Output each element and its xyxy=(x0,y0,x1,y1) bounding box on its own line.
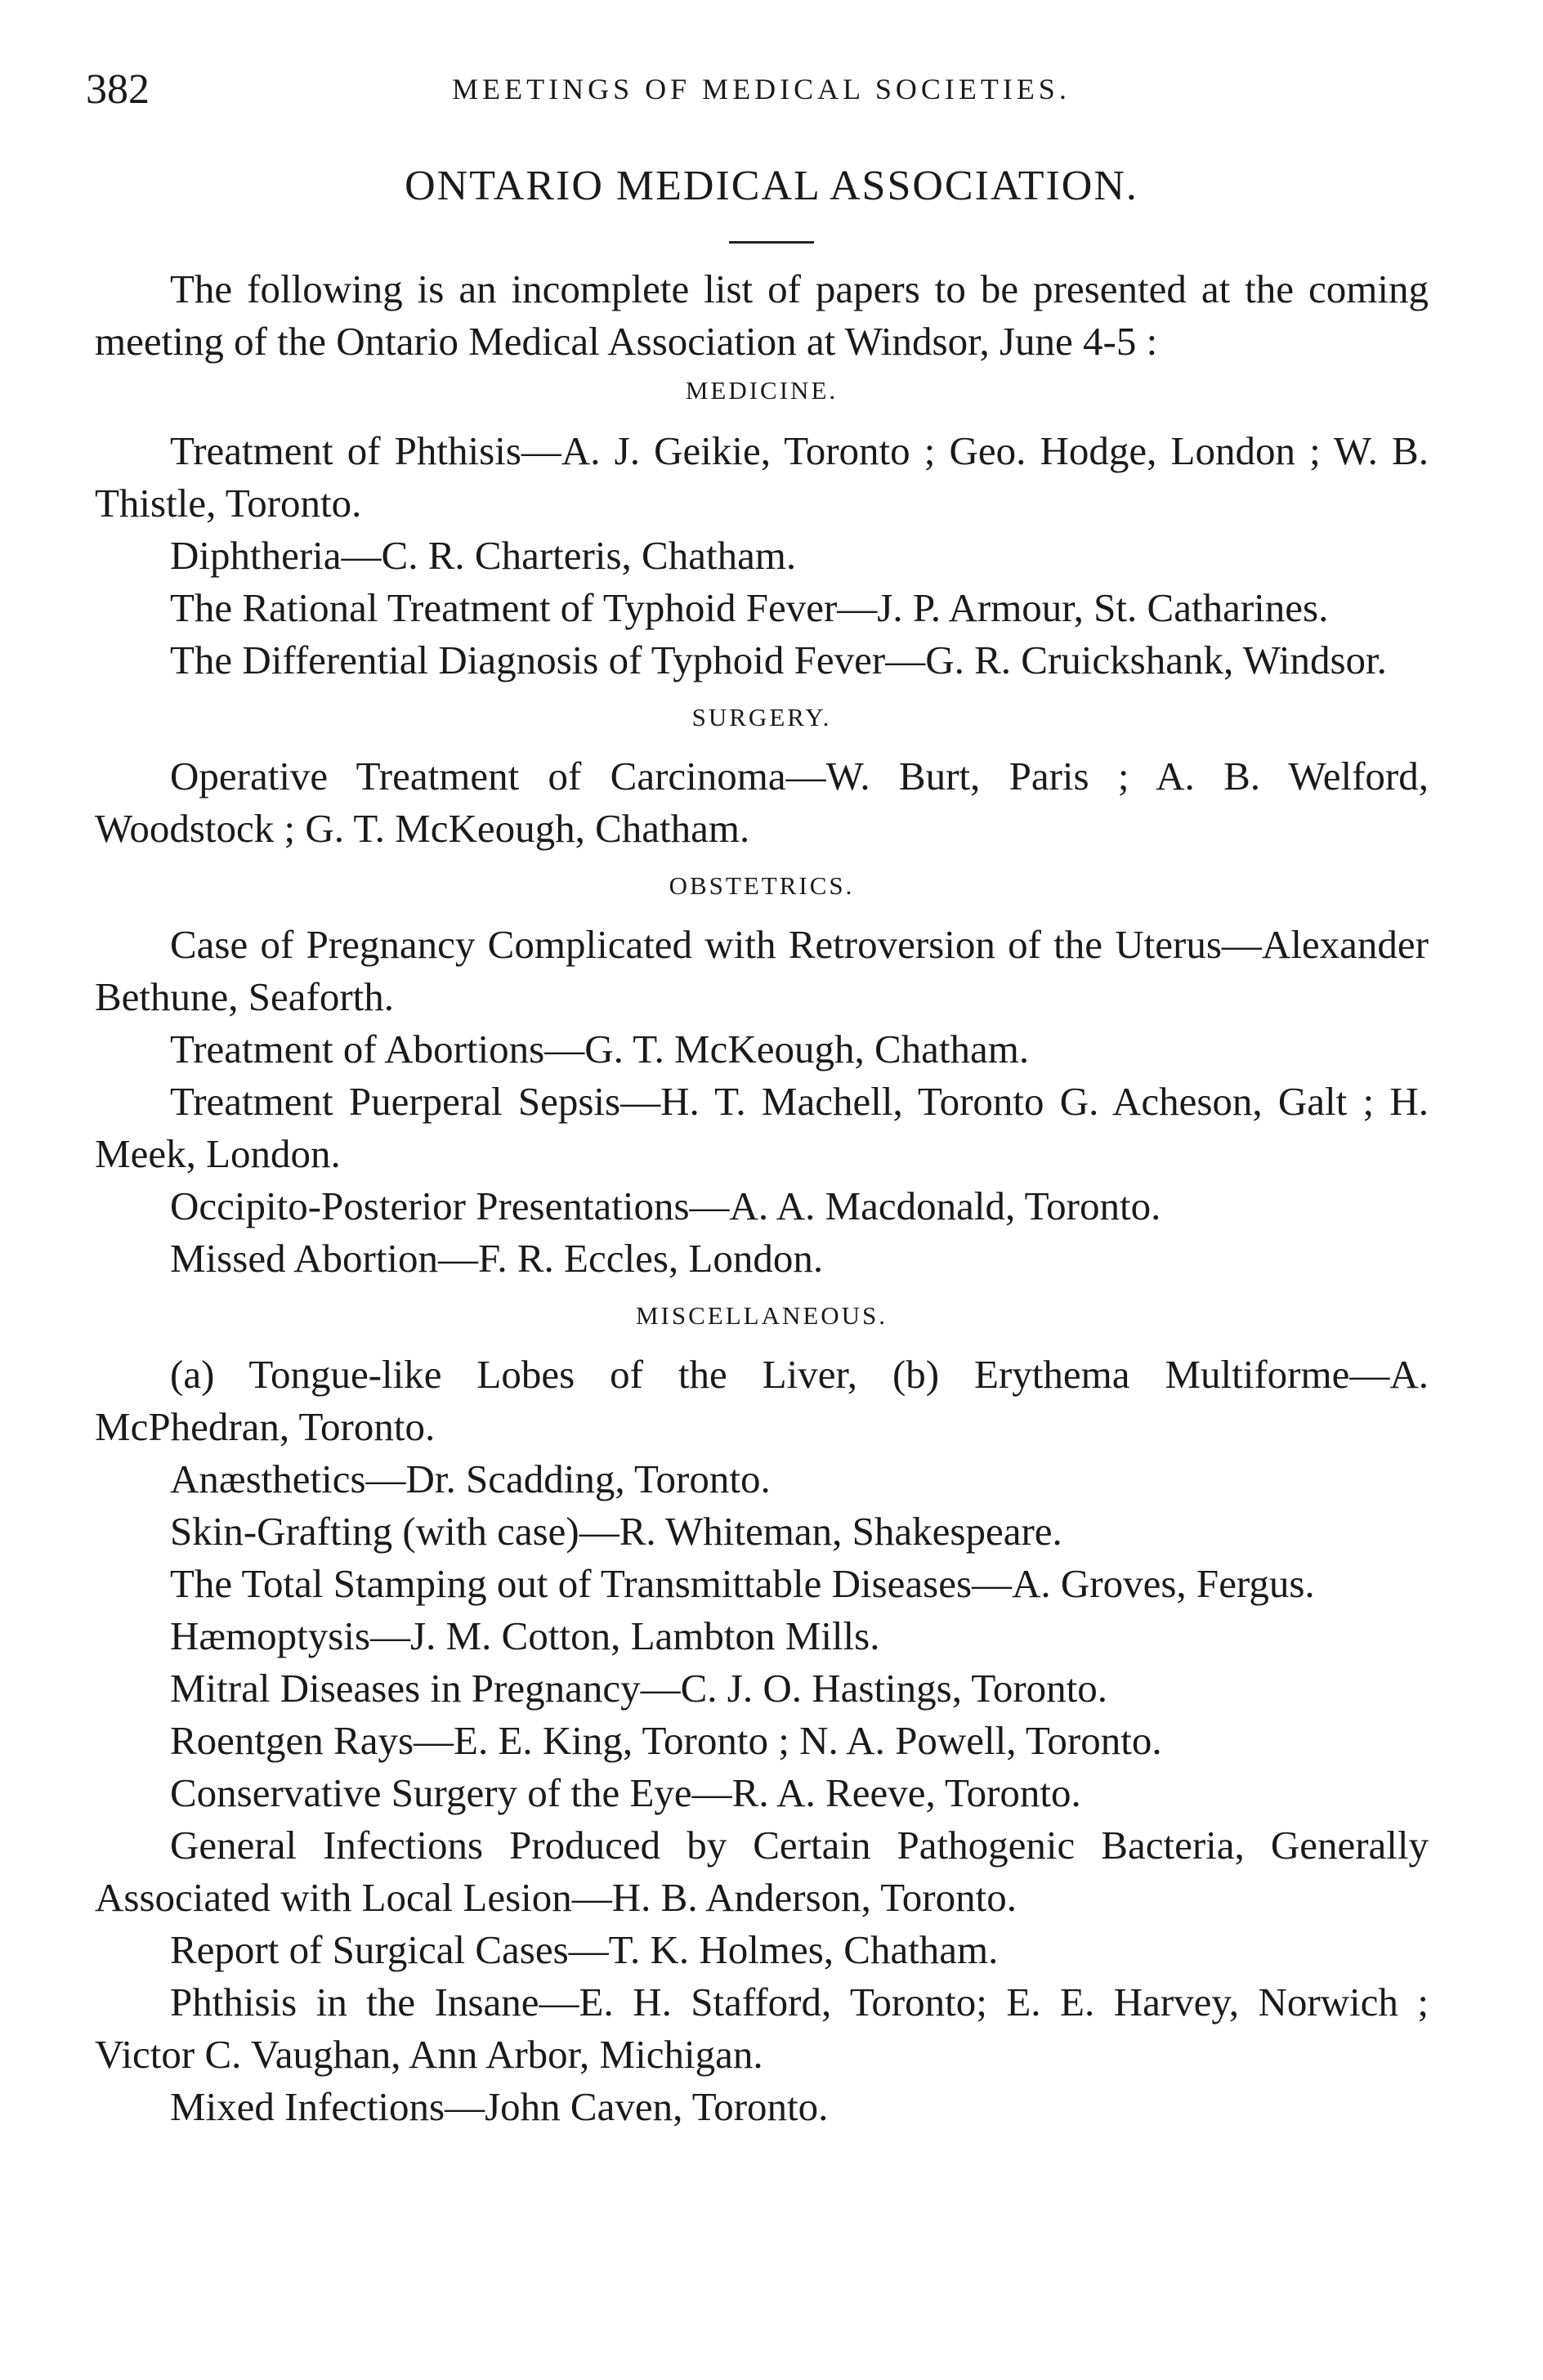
paper-entry: Phthisis in the Insane—E. H. Stafford, Toronto; E. E. Harvey, Norwich ; Victor C. Vaughan, Ann Arbor, Michigan. xyxy=(95,1980,1429,2077)
paper-entry: Mixed Infections—John Caven, Toronto. xyxy=(170,2084,829,2129)
paper-entry: Anæsthetics—Dr. Scadding, Toronto. xyxy=(170,1456,771,1501)
paper-entry: Hæmoptysis—J. M. Cotton, Lambton Mills. xyxy=(170,1613,880,1658)
paper-entry: (a) Tongue-like Lobes of the Liver, (b) Erythema Multiforme—A. McPhedran, Toronto. xyxy=(95,1352,1429,1449)
paper-entry: Diphtheria—C. R. Charteris, Chatham. xyxy=(170,533,797,578)
paper-entry: Report of Surgical Cases—T. K. Holmes, Chatham. xyxy=(170,1927,999,1972)
paper-entry: The Total Stamping out of Transmittable Diseases—A. Groves, Fergus. xyxy=(170,1561,1315,1606)
paper-entry: Operative Treatment of Carcinoma—W. Burt, Paris ; A. B. Welford, Woodstock ; G. T. McKeough, Chatham. xyxy=(95,754,1429,851)
paper-entry: Conservative Surgery of the Eye—R. A. Reeve, Toronto. xyxy=(170,1770,1081,1815)
paper-entry: Treatment Puerperal Sepsis—H. T. Machell, Toronto G. Acheson, Galt ; H. Meek, London. xyxy=(95,1079,1429,1176)
paper-entry: Mitral Diseases in Pregnancy—C. J. O. Hastings, Toronto. xyxy=(170,1666,1108,1711)
page-number: 382 xyxy=(86,66,150,113)
paper-entry: Missed Abortion—F. R. Eccles, London. xyxy=(170,1236,824,1281)
running-head xyxy=(86,65,1437,114)
section-heading-surgery: SURGERY. xyxy=(691,703,832,731)
article-title: ONTARIO MEDICAL ASSOCIATION. xyxy=(405,163,1138,209)
paper-entry: The Rational Treatment of Typhoid Fever—J. P. Armour, St. Catharines. xyxy=(170,585,1329,630)
paper-entry: Case of Pregnancy Complicated with Retroversion of the Uterus—Alexander Bethune, Seaforth. xyxy=(95,922,1429,1019)
paper-entry: Roentgen Rays—E. E. King, Toronto ; N. A. Powell, Toronto. xyxy=(170,1718,1162,1763)
running-title: MEETINGS OF MEDICAL SOCIETIES. xyxy=(452,73,1071,105)
article-body xyxy=(95,263,1429,2133)
title-rule xyxy=(729,241,814,244)
paper-entry: Skin-Grafting (with case)—R. Whiteman, Shakespeare. xyxy=(170,1509,1062,1554)
section-heading-miscellaneous: MISCELLANEOUS. xyxy=(635,1301,888,1330)
paper-entry: The Differential Diagnosis of Typhoid Fever—G. R. Cruickshank, Windsor. xyxy=(170,638,1387,682)
paper-entry: Treatment of Abortions—G. T. McKeough, Chatham. xyxy=(170,1027,1030,1071)
paper-entry: Occipito-Posterior Presentations—A. A. Macdonald, Toronto. xyxy=(170,1183,1161,1228)
paper-entry: General Infections Produced by Certain Pathogenic Bacteria, Generally Associated with Local Lesion—H. B. Anderson, Toronto. xyxy=(95,1823,1429,1920)
paper-entry: Treatment of Phthisis—A. J. Geikie, Toronto ; Geo. Hodge, London ; W. B. Thistle, Toronto. xyxy=(95,428,1429,526)
intro-paragraph: The following is an incomplete list of papers to be presented at the coming meeting of the Ontario Medical Association at Windsor, June 4-5 : xyxy=(95,266,1429,364)
section-heading-medicine: MEDICINE. xyxy=(685,376,839,405)
section-heading-obstetrics: OBSTETRICS. xyxy=(669,871,855,900)
